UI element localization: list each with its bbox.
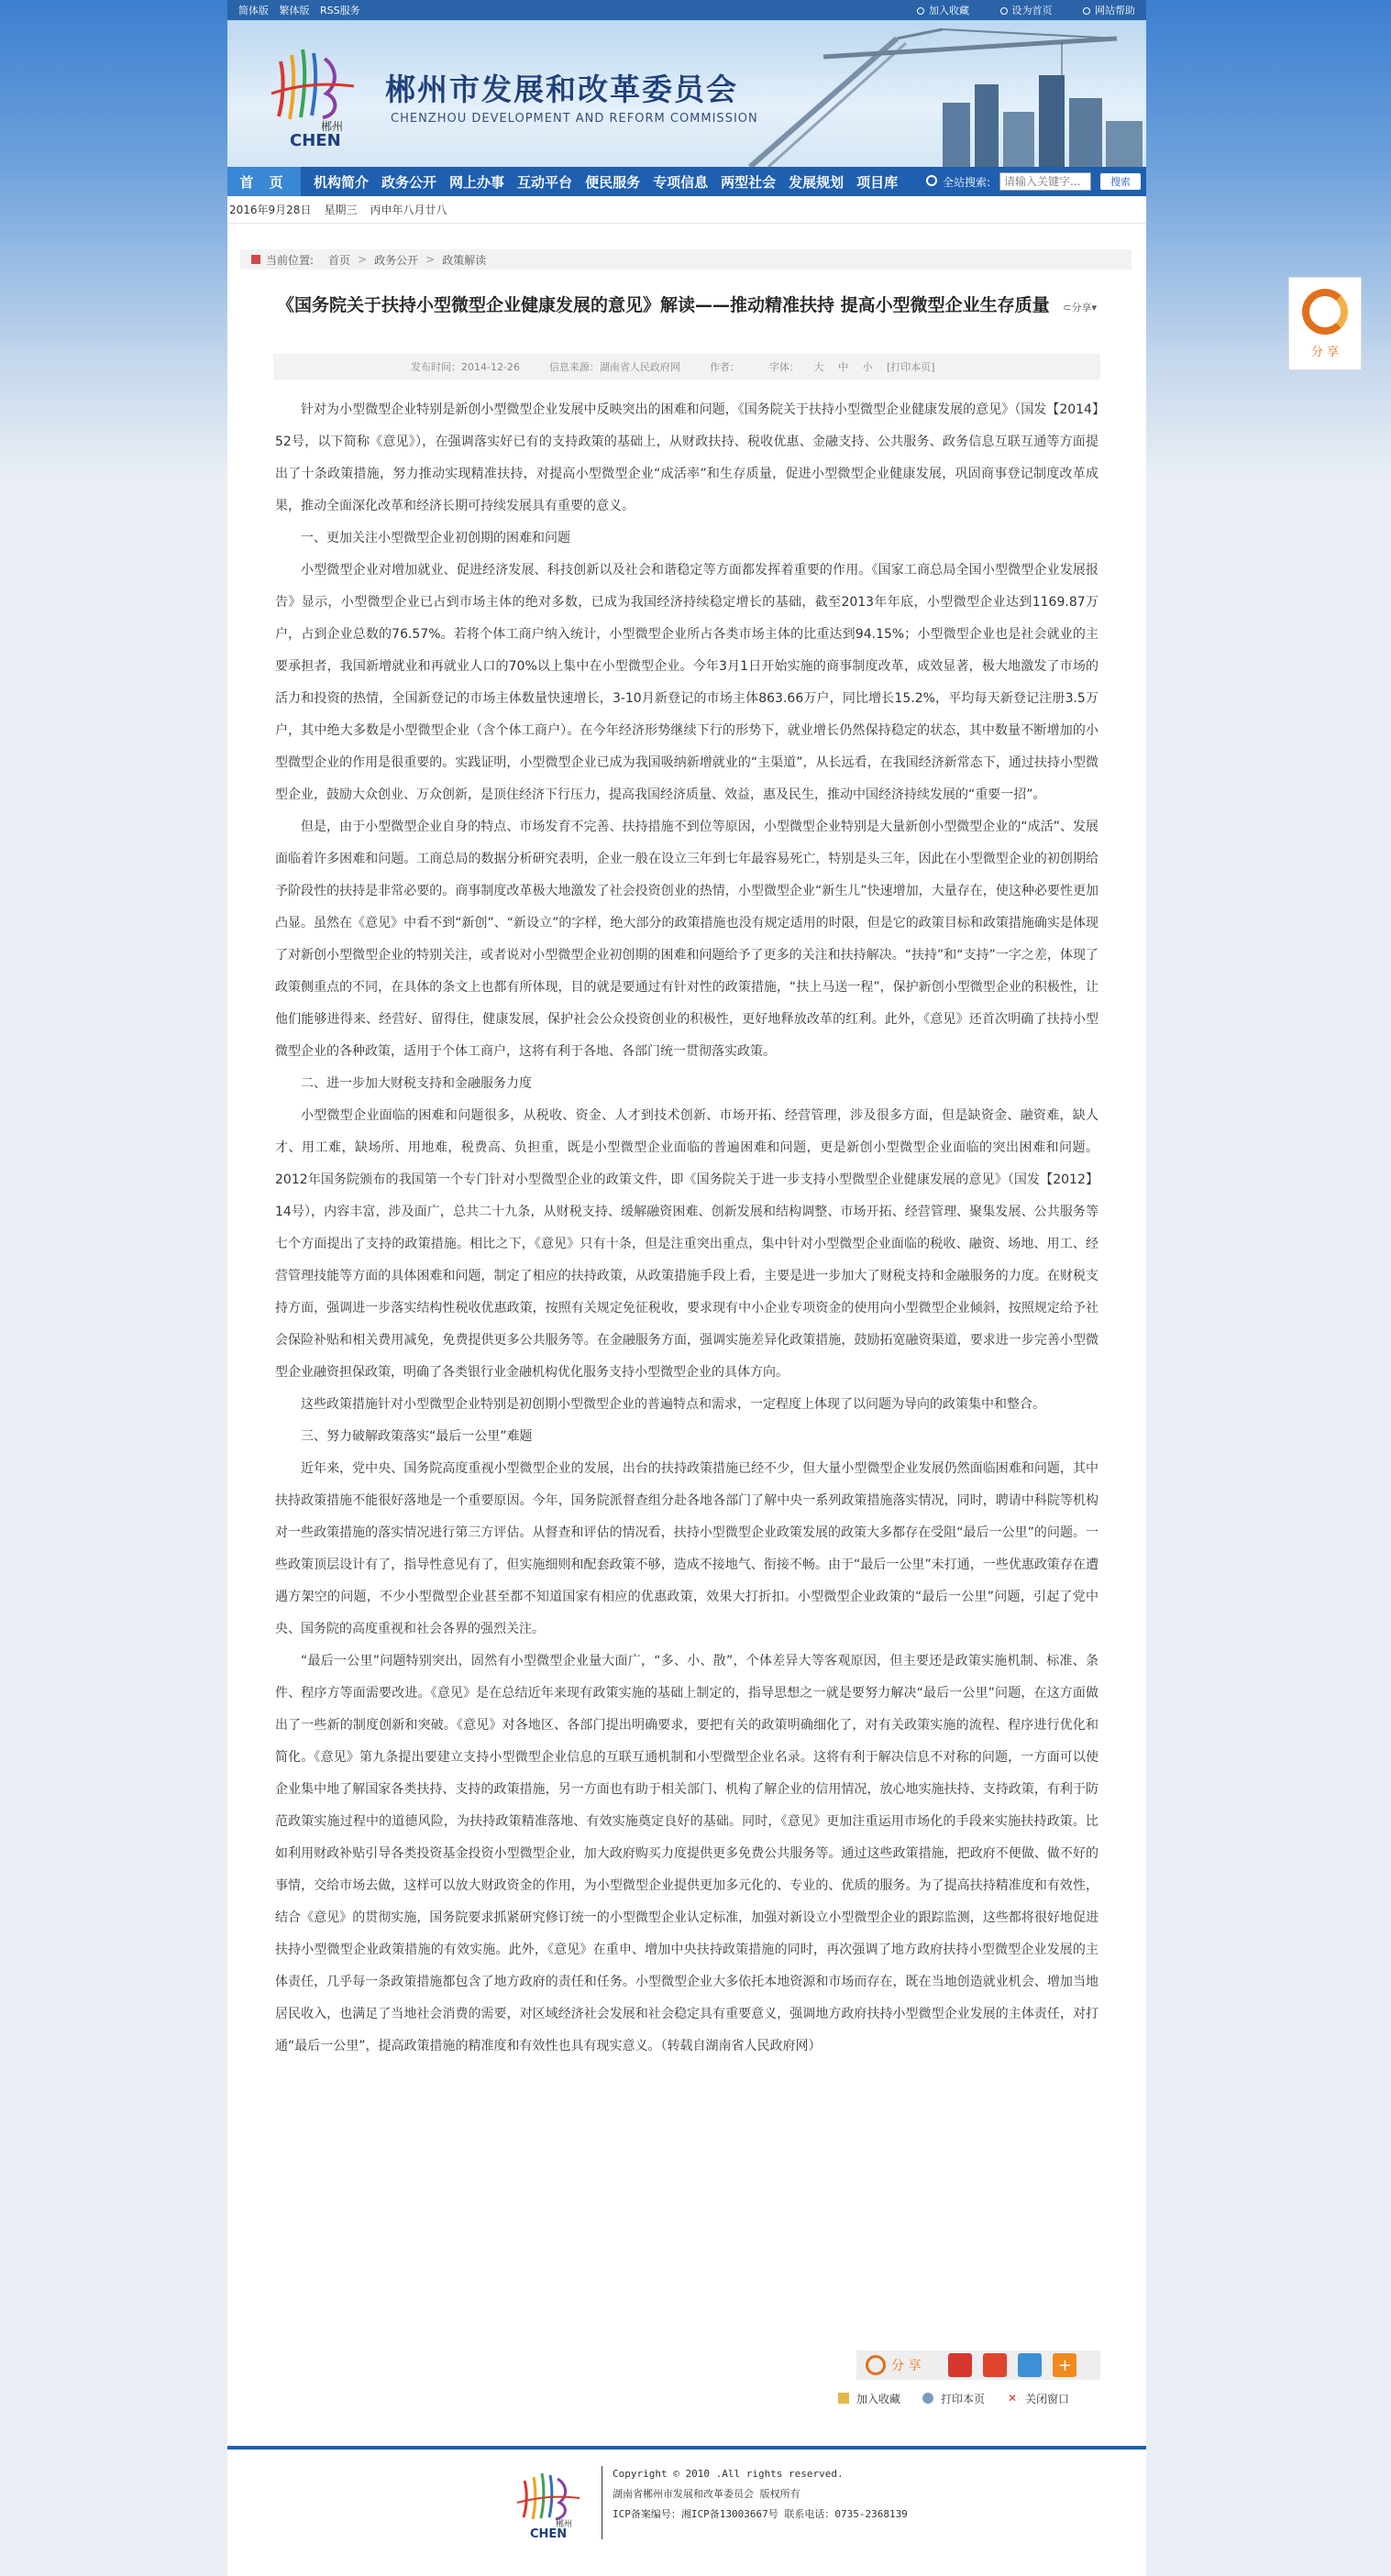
footer-logo-english: CHEN	[530, 2527, 568, 2539]
search-input[interactable]	[999, 172, 1091, 191]
search-button[interactable]: 搜索	[1100, 173, 1141, 190]
article-body	[275, 394, 1098, 2063]
nav-item-projects[interactable]: 项目库	[856, 173, 899, 191]
paragraph: “最后一公里”问题特别突出，固然有小型微型企业量大面广，“多、小、散”，个体差异大等客观原因，但主要还是政策实施机制、标准、条件、程序方等面需要改进。《意见》是在总结近年来现有政策实施的基础上制定的，指导思想之一就是要努力解决“最后一公里”问题，在这方面做出了一些新的制度创新和突破。《意见》对各地区、各部门提出明确要求，要把有关的政策明确细化了，对有关政策实施的流程、程序进行优化和简化。《意见》第九条提出要建立支持小型微型企业信息的互联互通机制和小型微型企业名录。这将有利于解决信息不对称的问题，一方面可以使企业集中地了解国家各类扶持、支持的政策措施，另一方面也有助于相关部门、机构了解企业的信用情况，放心地实施扶持、支持政策，有利于防范政策实施过程中的道德风险，为扶持政策精准落地、有效实施奠定良好的基础。同时，《意见》更加注重运用市场化的手段来实施扶持政策。比如利用财政补贴引导各类投资基金投资小型微型企业，加大政府购买力度提供更多免费公共服务等。通过这些政策措施，把政府不便做、做不好的事情，交给市场去做，这样可以放大财政资金的作用，为小型微型企业提供更加多元化的、专业的、优质的服务。为了提高扶持精准度和有效性，结合《意见》的贯彻实施，国务院要求抓紧研究修订统一的小型微型企业认定标准，加强对新设立小型微型企业的跟踪监测，这些都将很好地促进扶持小型微型企业政策措施的有效实施。此外，《意见》在重申、增加中央扶持政策措施的同时，再次强调了地方政府扶持小型微型企业发展的主体责任，几乎每一条政策措施都包含了地方政府的责任和任务。小型微型企业大多依托本地资源和市场而存在，既在当地创造就业机会、增加当地居民收入，也满足了当地社会消费的需要，对区域经济社会发展和社会稳定具有重要意义，强调地方政府扶持小型微型企业发展的主体责任，对打通“最后一公里”，提高政策措施的精准度和有效性也具有现实意义。（转载自湖南省人民政府网）	[275, 1654, 1098, 2053]
nav-item-gov-affairs[interactable]: 政务公开	[381, 173, 437, 191]
share-logo-icon	[1302, 289, 1348, 335]
breadcrumb-item-gov-affairs[interactable]: 政务公开	[374, 253, 419, 267]
lunar-date: 丙申年八月廿八	[370, 204, 447, 216]
article-meta	[273, 354, 1100, 380]
set-homepage-label: 设为首页	[1011, 5, 1053, 17]
nav-item-public-services[interactable]: 便民服务	[585, 173, 641, 191]
close-window-label: 关闭窗口	[1025, 2392, 1070, 2405]
close-window-action[interactable]	[1007, 2391, 1069, 2406]
nav-item-two-oriented-society[interactable]: 两型社会	[721, 173, 777, 191]
favorite-icon	[838, 2393, 849, 2404]
footer-logo-chinese: 郴州	[556, 2520, 573, 2529]
paragraph: 小型微型企业对增加就业、促进经济发展、科技创新以及社会和谐稳定等方面都发挥着重要的作用。《国家工商总局全国小型微型企业发展报告》显示，小型微型企业已占到市场主体的绝对多数，已成为我国经济持续稳定增长的基础，截至2013年年底，小型微型企业达到1169.87万户，占到企业总数的76.57%。若将个体工商户纳入统计，小型微型企业所占各类市场主体的比重达到94.15%；小型微型企业也是社会就业的主要承担者，我国新增就业和再就业人口的70%以上集中在小型微型企业。今年3月1日开始实施的商事制度改革，成效显著，极大地激发了市场的活力和投资的热情，全国新登记的市场主体数量快速增长，3-10月新登记的市场主体863.66万户，同比增长15.2%，平均每天新登记注册3.5万户，其中绝大多数是小型微型企业（含个体工商户）。在今年经济形势继续下行的形势下，就业增长仍然保持稳定的状态，其中数量不断增加的小型微型企业的作用是很重要的。实践证明，小型微型企业已成为我国吸纳新增就业的“主渠道”，从长远看，在我国经济新常态下，通过扶持小型微型企业，鼓励大众创业、万众创新，是顶住经济下行压力，提高我国经济质量、效益，惠及民生，推动中国经济持续发展的“重要一招”。	[275, 563, 1098, 802]
breadcrumb	[240, 249, 1132, 270]
renren-share-icon[interactable]	[948, 2353, 972, 2377]
close-icon: ✕	[1008, 2392, 1018, 2405]
section-heading: 三、努力破解政策落实“最后一公里”难题	[301, 1429, 533, 1444]
logo-chinese-text: 郴州	[321, 120, 344, 133]
add-favorite-link[interactable]	[917, 5, 969, 17]
page-container	[227, 0, 1146, 2576]
section-heading: 一、更加关注小型微型企业初创期的困难和问题	[301, 531, 570, 545]
breadcrumb-prefix: 当前位置:	[266, 253, 315, 267]
paragraph: 近年来，党中央、国务院高度重视小型微型企业的发展，出台的扶持政策措施已经不少，但大量小型微型企业发展仍然面临困难和问题，其中扶持政策措施不能很好落地是一个重要原因。今年，国务院派督查组分赴各地各部门了解中央一系列政策措施落实情况，同时，聘请中科院等机构对一些政策措施的落实情况进行第三方评估。从督查和评估的情况看，扶持小型微型企业政策发展的政策大多都存在受阻“最后一公里”的问题。一些政策顶层设计有了，指导性意见有了，但实施细则和配套政策不够，造成不接地气、衔接不畅。由于“最后一公里”未打通，一些优惠政策存在遭遇方架空的问题，不少小型微型企业甚至都不知道国家有相应的优惠政策，效果大打折扣。小型微型企业政策的“最后一公里”问题，引起了党中央、国务院的高度重视和社会各界的强烈关注。	[275, 1461, 1098, 1636]
site-help-label: 网站帮助	[1095, 5, 1135, 17]
icp-record: ICP备案编号：湘ICP备13003667号 联系电话：0735-2368139	[613, 2508, 908, 2520]
header-banner	[227, 20, 1146, 167]
info-source: 信息来源：湖南省人民政府网	[548, 361, 680, 373]
article-title: 《国务院关于扶持小型微型企业健康发展的意见》解读——推动精准扶持 提高小型微型企业生存质量	[277, 295, 1050, 315]
share-label[interactable]: 分 享	[891, 2359, 922, 2373]
font-size-label: 字体：	[768, 361, 800, 373]
share-toolbar	[856, 2350, 1100, 2380]
share-icon	[866, 2355, 886, 2375]
main-nav	[227, 167, 1146, 196]
article-actions	[838, 2387, 1113, 2409]
footer-logo	[512, 2466, 585, 2539]
section-heading: 二、进一步加大财税支持和金融服务力度	[301, 1076, 532, 1091]
nav-item-planning[interactable]: 发展规划	[789, 173, 845, 191]
breadcrumb-item-policy[interactable]: 政策解读	[442, 253, 487, 267]
floating-share-widget[interactable]	[1288, 277, 1362, 370]
organization: 湖南省郴州市发展和改革委员会 版权所有	[613, 2488, 800, 2500]
add-favorite-action[interactable]	[838, 2391, 900, 2406]
breadcrumb-separator: >	[358, 253, 368, 266]
font-size-large[interactable]: 大	[813, 361, 824, 373]
breadcrumb-item-home[interactable]: 首页	[328, 253, 351, 267]
top-strip-left	[238, 3, 368, 17]
site-subtitle: CHENZHOU DEVELOPMENT AND REFORM COMMISSION	[391, 112, 758, 126]
print-link[interactable]: [打印本页]	[886, 361, 935, 373]
add-favorite-label: 加入收藏	[929, 5, 969, 17]
print-action-label: 打印本页	[941, 2392, 986, 2405]
top-strip	[227, 0, 1146, 20]
location-icon	[251, 255, 260, 264]
more-share-icon[interactable]: +	[1053, 2353, 1076, 2377]
chenzhou-logo	[262, 39, 363, 149]
nav-item-interaction[interactable]: 互动平台	[517, 173, 573, 191]
title-share-button[interactable]: ⊂分享▾	[1063, 302, 1097, 314]
printer-icon	[922, 2393, 933, 2404]
set-homepage-link[interactable]	[1000, 5, 1053, 17]
nav-item-about[interactable]: 机构简介	[314, 173, 370, 191]
search-label: 全站搜索:	[943, 175, 991, 189]
weibo-share-icon[interactable]	[983, 2353, 1007, 2377]
site-help-link[interactable]	[1083, 5, 1135, 17]
title-share-label: 分享	[1071, 302, 1092, 314]
link-rss[interactable]: RSS服务	[320, 5, 360, 17]
font-size-controls	[769, 359, 946, 374]
date-bar	[227, 196, 1146, 224]
search-icon	[926, 175, 937, 186]
link-simplified[interactable]: 简体版	[238, 5, 269, 17]
print-action[interactable]	[922, 2391, 985, 2406]
paragraph: 这些政策措施针对小型微型企业特别是初创期小型微型企业的普遍特点和需求，一定程度上体现了以问题为导向的政策集中和整合。	[301, 1397, 1045, 1412]
nav-item-online-services[interactable]: 网上办事	[449, 173, 505, 191]
current-weekday: 星期三	[324, 204, 358, 216]
add-favorite-action-label: 加入收藏	[856, 2392, 901, 2405]
crane-skyline-illustration	[713, 20, 1146, 167]
floating-share-label: 分 享	[1310, 345, 1340, 359]
top-strip-right	[889, 3, 1135, 17]
logo-english-text: CHEN	[290, 131, 341, 149]
nav-home[interactable]: 首 页	[227, 167, 301, 196]
paragraph: 但是，由于小型微型企业自身的特点、市场发育不完善、扶持措施不到位等原因，小型微型企业特别是大量新创小型微型企业的“成活”、发展面临着许多困难和问题。工商总局的数据分析研究表明，企业一般在设立三年到七年最容易死亡，特别是头三年，因此在小型微型企业的初创期给予阶段性的扶持是非常必要的。商事制度改革极大地激发了社会投资创业的热情，小型微型企业“新生儿”快速增加，大量存在，使这种必要性更加凸显。虽然在《意见》中看不到“新创”、“新设立”的字样，绝大部分的政策措施也没有规定适用的时限，但是它的政策目标和政策措施确实是体现了对新创小型微型企业的特别关注，或者说对小型微型企业初创期的困难和问题给予了更多的关注和扶持解决。“扶持”和“支持”一字之差，体现了政策侧重点的不同，在具体的条文上也都有所体现，目的就是要通过有针对性的政策措施，“扶上马送一程”，保护新创小型微型企业的积极性，让他们能够进得来、经营好、留得住，健康发展，保护社会公众投资创业的积极性，更好地释放改革的红利。此外，《意见》还首次明确了扶持小型微型企业的各种政策，适用于个体工商户，这将有利于各地、各部门统一贯彻落实政策。	[275, 820, 1098, 1059]
footer-text	[613, 2464, 908, 2525]
paragraph: 针对为小型微型企业特别是新创小型微型企业发展中反映突出的困难和问题，《国务院关于扶持小型微型企业健康发展的意见》（国发【2014】52号，以下简称《意见》），在强调落实好已有的支持政策的基础上，从财政扶持、税收优惠、金融支持、公共服务、政务信息互联互通等方面提出了十条政策措施，努力推动实现精准扶持，对提高小型微型企业“成活率”和生存质量，促进小型微型企业健康发展，巩固商事登记制度改革成果，推动全面深化改革和经济长期可持续发展具有重要的意义。	[275, 402, 1098, 513]
circle-icon	[917, 7, 924, 15]
site-title: 郴州市发展和改革委员会	[385, 72, 738, 107]
footer	[227, 2449, 1146, 2552]
font-size-medium[interactable]: 中	[837, 361, 848, 373]
circle-icon	[1083, 7, 1090, 15]
paragraph: 小型微型企业面临的困难和问题很多，从税收、资金、人才到技术创新、市场开拓、经营管理，涉及很多方面，但是缺资金、融资难，缺人才、用工难，缺场所、用地难，税费高、负担重，既是小型微型企业面临的普遍困难和问题，更是新创小型微型企业面临的突出困难和问题。2012年国务院颁布的我国第一个专门针对小型微型企业的政策文件，即《国务院关于进一步支持小型微型企业健康发展的意见》（国发【2012】14号），内容丰富，涉及面广，总共二十九条，从财税支持、缓解融资困难、创新发展和结构调整、市场开拓、经营管理、聚集发展、公共服务等七个方面提出了支持的政策措施。相比之下，《意见》只有十条，但是注重突出重点，集中针对小型微型企业面临的税收、融资、场地、用工、经营管理技能等方面的具体困难和问题，制定了相应的扶持政策，从政策措施手段上看，主要是进一步加大了财税支持和金融服务的力度。在财税支持方面，强调进一步落实结构性税收优惠政策，按照有关规定免征税收，要求现有中小企业专项资金的使用向小型微型企业倾斜，按照规定给予社会保险补贴和相关费用减免，免费提供更多公共服务等。在金融服务方面，强调实施差异化政策措施，鼓励拓宽融资渠道，要求进一步完善小型微型企业融资担保政策，明确了各类银行业金融机构优化服务支持小型微型企业的具体方向。	[275, 1108, 1098, 1380]
link-traditional[interactable]: 繁体版	[279, 5, 310, 17]
qq-share-icon[interactable]	[1018, 2353, 1042, 2377]
breadcrumb-separator: >	[425, 253, 436, 266]
current-date: 2016年9月28日	[229, 204, 312, 216]
font-size-small[interactable]: 小	[862, 361, 873, 373]
nav-item-special-info[interactable]: 专项信息	[653, 173, 709, 191]
copyright: Copyright © 2010 .All rights reserved.	[613, 2468, 844, 2480]
article-title-block	[264, 292, 1109, 322]
author: 作者：	[709, 361, 740, 373]
circle-icon	[1000, 7, 1008, 15]
publish-date: 发布时间：2014-12-26	[411, 361, 520, 373]
